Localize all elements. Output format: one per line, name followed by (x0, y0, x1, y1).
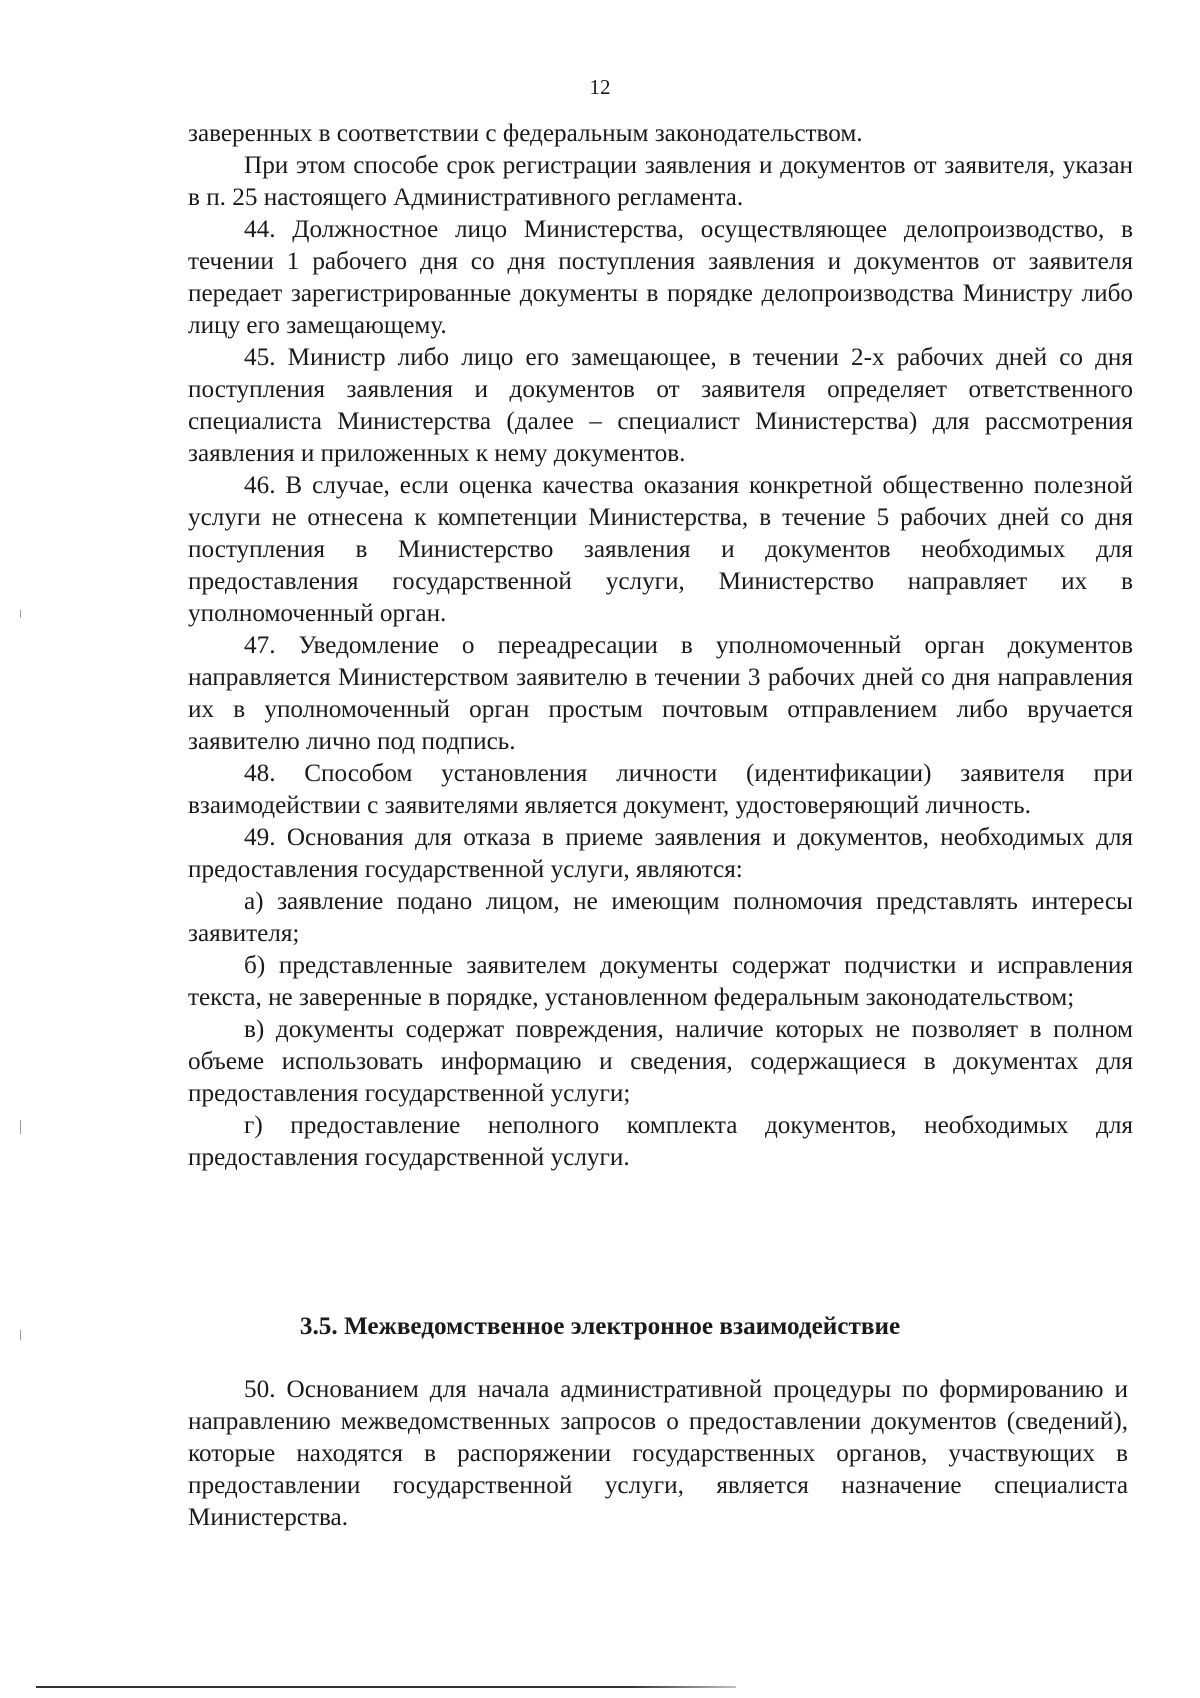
list-item-b: б) представленные заявителем документы содержат подчистки и исправления текста, не заверенные в порядке, установленном федеральным законодательством; (188, 952, 1133, 1011)
paragraph-46: 46. В случае, если оценка качества оказания конкретной общественно полезной услуги не отнесена к компетенции Министерства, в течение 5 рабочих дней со дня поступления в Министерство заявления и документов необходимых для предоставления государственной услуги, Министерство направляет их в уполномоченный орган. (188, 472, 1133, 627)
document-body (188, 118, 1133, 1174)
paragraph-44: 44. Должностное лицо Министерства, осуществляющее делопроизводство, в течении 1 рабочего дня со дня поступления заявления и документов от заявителя передает зарегистрированные документы в порядке делопроизводства Министру либо лицу его замещающему. (188, 216, 1133, 339)
list-item-v: в) документы содержат повреждения, наличие которых не позволяет в полном объеме использовать информацию и сведения, содержащиеся в документах для предоставления государственной услуги; (188, 1016, 1133, 1107)
section-heading: 3.5. Межведомственное электронное взаимодействие (299, 1313, 901, 1340)
paragraph-50: 50. Основанием для начала административной процедуры по формированию и направлению межведомственных запросов о предоставлении документов (сведений), которые находятся в распоряжении государственных органов, участвующих в предоставлении государственной услуги, является назначение специалиста Министерства. (188, 1376, 1128, 1531)
page-number: 12 (589, 75, 611, 99)
section-body (188, 1374, 1128, 1534)
list-item-g: г) предоставление неполного комплекта документов, необходимых для предоставления государственной услуги. (188, 1112, 1133, 1171)
paragraph-45: 45. Министр либо лицо его замещающее, в течении 2-х рабочих дней со дня поступления заявления и документов от заявителя определяет ответственного специалиста Министерства (далее – специалист Министерства) для рассмотрения заявления и приложенных к нему документов. (188, 344, 1133, 467)
bottom-divider (36, 1686, 736, 1688)
paragraph-continuation: заверенных в соответствии с федеральным законодательством. (188, 120, 863, 147)
paragraph-registration-term: При этом способе срок регистрации заявления и документов от заявителя, указан в п. 25 настоящего Административного регламента. (188, 152, 1133, 211)
scan-margin-mark (20, 610, 21, 618)
scan-margin-mark (20, 1120, 21, 1134)
paragraph-48: 48. Способом установления личности (идентификации) заявителя при взаимодействии с заявителями является документ, удостоверяющий личность. (188, 760, 1133, 819)
scan-margin-mark (20, 1330, 21, 1340)
list-item-a: а) заявление подано лицом, не имеющим полномочия представлять интересы заявителя; (188, 888, 1133, 947)
paragraph-47: 47. Уведомление о переадресации в уполномоченный орган документов направляется Министерством заявителю в течении 3 рабочих дней со дня направления их в уполномоченный орган простым почтовым отправлением либо вручается заявителю лично под подпись. (188, 632, 1133, 755)
paragraph-49: 49. Основания для отказа в приеме заявления и документов, необходимых для предоставления государственной услуги, являются: (188, 824, 1133, 883)
